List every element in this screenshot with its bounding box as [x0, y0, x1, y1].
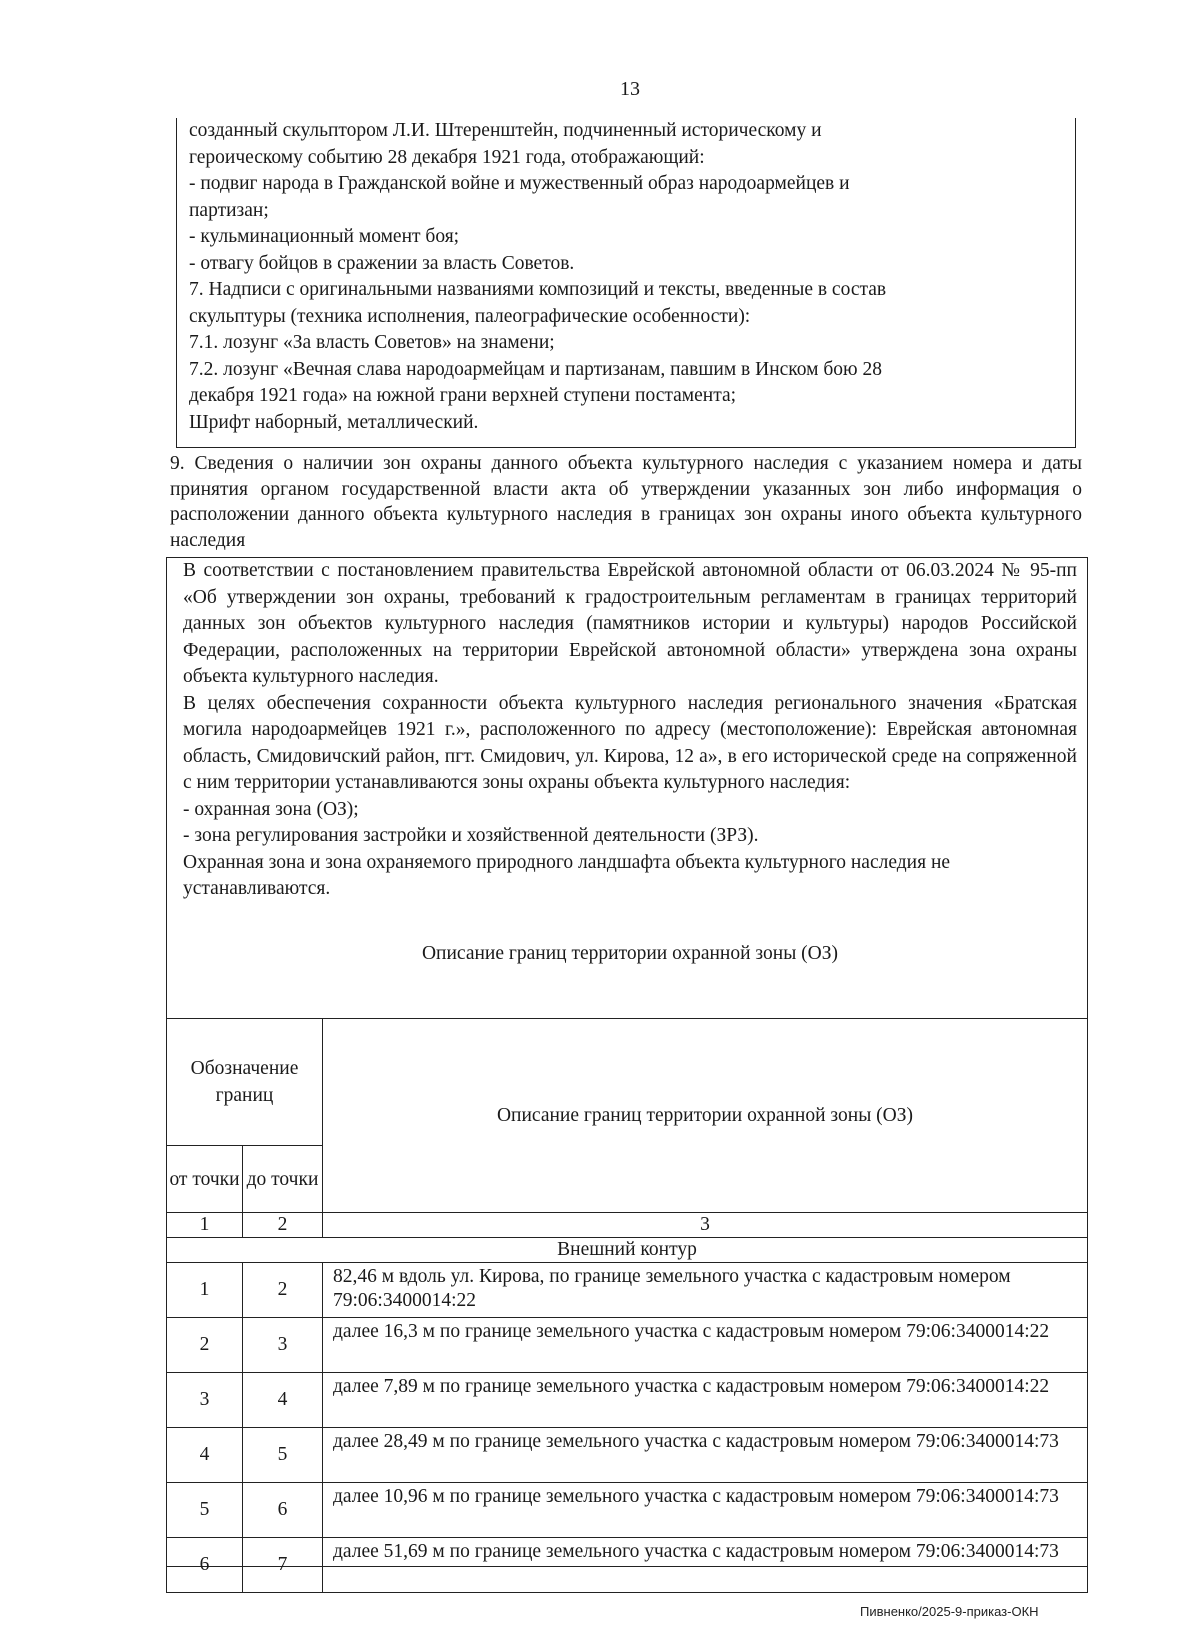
from-point-cell: 5	[167, 1483, 243, 1538]
text-line: 7.1. лозунг «За власть Советов» на знамени;	[189, 332, 555, 353]
text-line: партизан;	[189, 199, 269, 221]
text-line: созданный скульптором Л.И. Штеренштейн, подчиненный историческому и	[189, 120, 822, 141]
from-point-cell: 6	[167, 1538, 243, 1593]
purpose-paragraph: В целях обеспечения сохранности объекта культурного наследия регионального значения «Братская могила народоармейцев 1921 г.», расположенного по адресу (местоположение): Еврейская автономная область, Смидовичский район, пгт. Смидович, ул. Кирова, 12 а», в его исторической среде на сопряженной с ним территории устанавливаются зоны охраны объекта культурного наследия:	[183, 692, 1077, 793]
monument-description-block	[176, 118, 1076, 448]
description-cell: далее 28,49 м по границе земельного участка с кадастровым номером 79:06:3400014:73	[323, 1428, 1088, 1483]
text-line: - отвагу бойцов в сражении за власть Советов.	[189, 252, 575, 274]
description-cell: далее 7,89 м по границе земельного участка с кадастровым номером 79:06:3400014:22	[323, 1373, 1088, 1428]
from-point-cell: 2	[167, 1318, 243, 1373]
text-line: - подвиг народа в Гражданской войне и мужественный образ народоармейцев и	[189, 173, 850, 194]
from-point-cell: 3	[167, 1373, 243, 1428]
page-number: 13	[620, 78, 640, 100]
text-line: 7. Надписи с оригинальными названиями композиций и тексты, введенные в состав	[189, 279, 887, 300]
text-line: декабря 1921 года» на южной грани верхней ступени постамента;	[189, 385, 737, 406]
boundaries-table	[166, 1018, 1088, 1593]
text-line: 7.2. лозунг «Вечная слава народоармейцам и партизанам, павшим в Инском бою 28	[189, 358, 882, 380]
text-line: героическому событию 28 декабря 1921 года, отображающий:	[189, 146, 705, 168]
column-number: 2	[243, 1213, 323, 1238]
to-point-cell: 2	[243, 1263, 323, 1318]
from-point-cell: 1	[167, 1263, 243, 1318]
table-caption: Описание границ территории охранной зоны (ОЗ)	[421, 942, 839, 964]
table-row	[167, 1538, 1088, 1593]
section-9-heading: 9. Сведения о наличии зон охраны данного объекта культурного наследия с указанием номера и даты принятия органом государственной власти акта об утверждении указанных зон либо информация о расположении данного объекта культурного наследия в границах зон охраны иного объекта культурного наследия	[170, 453, 1082, 551]
text-line: скульптуры (техника исполнения, палеографические особенности):	[189, 305, 751, 327]
description-cell: далее 51,69 м по границе земельного участка с кадастровым номером 79:06:3400014:73	[323, 1538, 1088, 1593]
zone-list-item: - зона регулирования застройки и хозяйственной деятельности (ЗРЗ).	[183, 825, 759, 846]
table-row	[167, 1318, 1088, 1373]
text-line: Шрифт наборный, металлический.	[189, 411, 479, 433]
header-from-point: от точки	[167, 1146, 243, 1213]
text-line: - кульминационный момент боя;	[189, 226, 460, 247]
resolution-paragraph: В соответствии с постановлением правительства Еврейской автономной области от 06.03.2024 № 95-пп «Об утверждении зон охраны, требований к градостроительным регламентам в границах территорий данных зон объектов культурного наследия (памятников истории и культуры) народов Российской Федерации, расположенных на территории Еврейской автономной области» утверждена зона охраны объекта культурного наследия.	[183, 560, 1077, 687]
to-point-cell: 6	[243, 1483, 323, 1538]
to-point-cell: 3	[243, 1318, 323, 1373]
contour-title: Внешний контур	[167, 1238, 1088, 1263]
header-description: Описание границ территории охранной зоны (ОЗ)	[323, 1019, 1088, 1213]
document-footer: Пивненко/2025-9-приказ-ОКН	[860, 1604, 1039, 1619]
table-row	[167, 1483, 1088, 1538]
table-row	[167, 1263, 1088, 1318]
to-point-cell: 7	[243, 1538, 323, 1593]
column-number: 3	[323, 1213, 1088, 1238]
description-cell: далее 16,3 м по границе земельного участка с кадастровым номером 79:06:3400014:22	[323, 1318, 1088, 1373]
table-row	[167, 1428, 1088, 1483]
header-boundary-designation: Обозначение границ	[167, 1019, 323, 1146]
to-point-cell: 5	[243, 1428, 323, 1483]
not-established-paragraph: Охранная зона и зона охраняемого природного ландшафта объекта культурного наследия не устанавливаются.	[183, 851, 951, 899]
header-to-point: до точки	[243, 1146, 323, 1213]
zone-list-item: - охранная зона (ОЗ);	[183, 798, 359, 820]
description-cell: далее 10,96 м по границе земельного участка с кадастровым номером 79:06:3400014:73	[323, 1483, 1088, 1538]
table-row	[167, 1373, 1088, 1428]
from-point-cell: 4	[167, 1428, 243, 1483]
to-point-cell: 4	[243, 1373, 323, 1428]
description-cell: 82,46 м вдоль ул. Кирова, по границе земельного участка с кадастровым номером 79:06:3400014:22	[323, 1263, 1088, 1318]
column-number: 1	[167, 1213, 243, 1238]
